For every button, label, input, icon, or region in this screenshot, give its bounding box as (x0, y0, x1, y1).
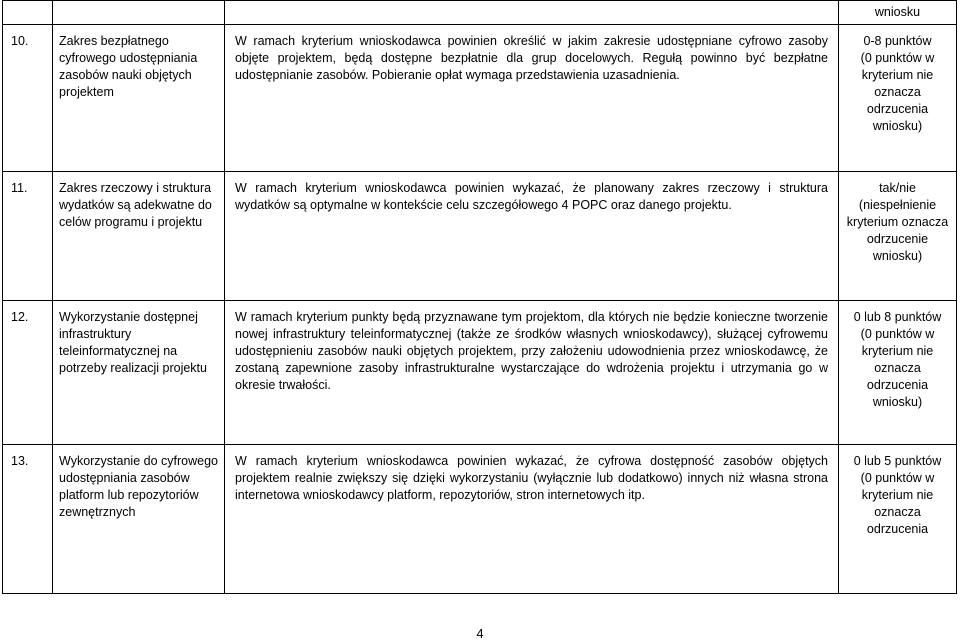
score-cell (839, 301, 957, 445)
row-number: 13. (3, 445, 53, 594)
score-note: (0 punktów w kryterium nie oznacza odrzucenia (860, 471, 935, 536)
score-value: 0 lub 5 punktów (853, 454, 942, 468)
score-note: (0 punktów w kryterium nie oznacza odrzucenia wniosku) (860, 51, 935, 133)
criterion-description: W ramach kryterium punkty będą przyznawane tym projektom, dla których nie będzie konieczne tworzenie nowej infrastruktury teleinformatycznej (także ze środków własnych wnioskodawcy), służącej cyfrowemu udostępnieniu zasobów nauki objętych projektem, przy założeniu udowodnienia przez wnioskodawcę, że zostaną zapewnione zasoby infrastrukturalne wystarczające do wdrożenia projektu i utrzymania go w okresie trwałości. (225, 301, 839, 445)
criterion-description: W ramach kryterium wnioskodawca powinien określić w jakim zakresie udostępniane cyfrowo zasoby objęte projektem, będą dostępne bezpłatnie dla grup docelowych. Regułą powinno być bezpłatne udostępnianie zasobów. Pobieranie opłat wymaga przedstawienia uzasadnienia. (225, 25, 839, 172)
table-row-continuation (3, 1, 957, 25)
table-row (3, 172, 957, 301)
table-row (3, 445, 957, 594)
table-row (3, 301, 957, 445)
score-text: wniosku (874, 5, 921, 19)
row-number: 12. (3, 301, 53, 445)
criterion-name: Wykorzystanie dostępnej infrastruktury teleinformatycznej na potrzeby realizacji projektu (53, 301, 225, 445)
criterion-description: W ramach kryterium wnioskodawca powinien wykazać, że cyfrowa dostępność zasobów objętych projektem realnie zwiększy się dzięki wykorzystaniu (wyłącznie lub dodatkowo) innych niż własna strona internetowa wnioskodawcy platform, repozytoriów, stron internetowych itp. (225, 445, 839, 594)
table-row (3, 25, 957, 172)
criterion-description: W ramach kryterium wnioskodawca powinien wykazać, że planowany zakres rzeczowy i struktura wydatków są optymalne w kontekście celu szczegółowego 4 POPC oraz danego projektu. (225, 172, 839, 301)
score-value: 0 lub 8 punktów (853, 310, 942, 324)
score-note: (niespełnienie kryterium oznacza odrzucenie wniosku) (846, 198, 949, 263)
score-value: tak/nie (879, 181, 916, 195)
score-cell (839, 172, 957, 301)
score-value: 0-8 punktów (863, 34, 932, 48)
page-number: 4 (476, 626, 484, 641)
criterion-name: Wykorzystanie do cyfrowego udostępniania zasobów platform lub repozytoriów zewnętrznych (53, 445, 225, 594)
cell-empty (53, 1, 225, 25)
row-number: 10. (3, 25, 53, 172)
score-cell (839, 445, 957, 594)
criterion-name: Zakres rzeczowy i struktura wydatków są adekwatne do celów programu i projektu (53, 172, 225, 301)
score-cell (839, 25, 957, 172)
cell-empty (3, 1, 53, 25)
criteria-table (2, 0, 957, 594)
criterion-name: Zakres bezpłatnego cyfrowego udostępniania zasobów nauki objętych projektem (53, 25, 225, 172)
score-cell (839, 1, 957, 25)
cell-empty (225, 1, 839, 25)
row-number: 11. (3, 172, 53, 301)
score-note: (0 punktów w kryterium nie oznacza odrzucenia wniosku) (860, 327, 935, 409)
